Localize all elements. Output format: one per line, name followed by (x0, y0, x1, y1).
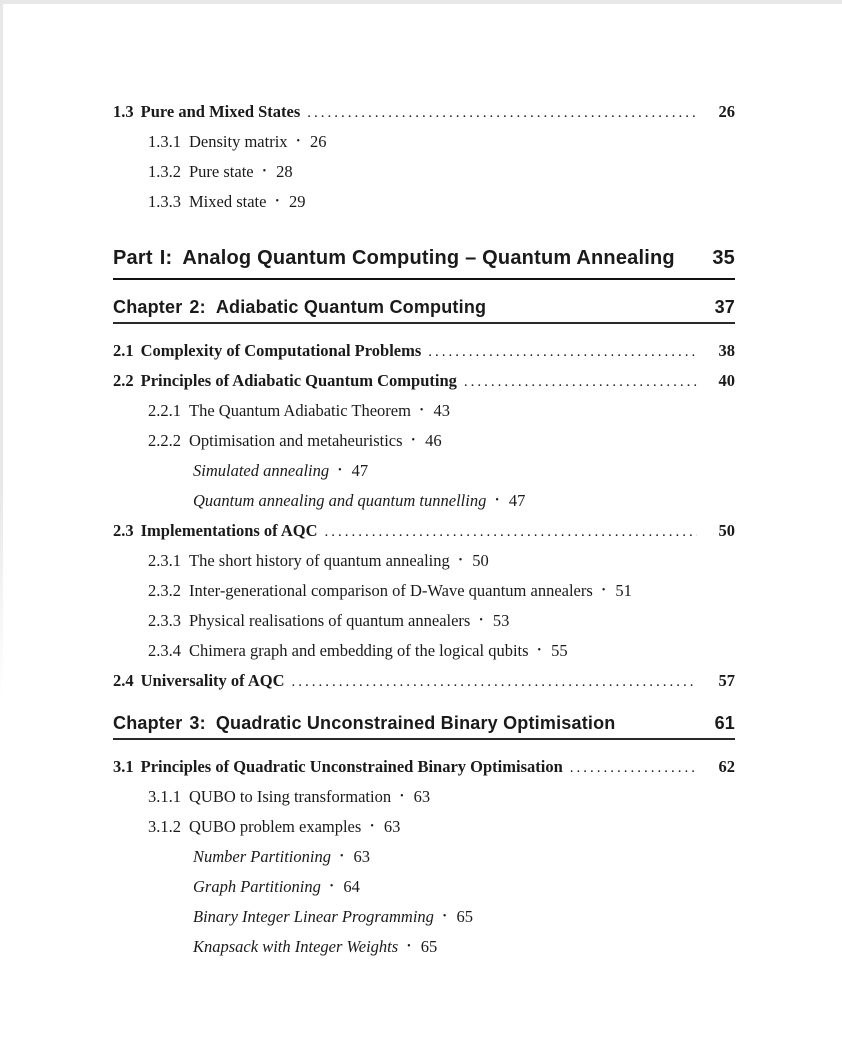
toc-entry-paragraph-knapsack-with-integer-weights[interactable] (113, 932, 735, 962)
subsection-title: Pure state (189, 162, 254, 181)
toc-entry-section-2-2[interactable] (113, 366, 735, 396)
paragraph-title: Number Partitioning (193, 847, 331, 866)
section-number: 3.1 (113, 757, 134, 776)
chapter-label: Chapter (113, 297, 183, 317)
page-number: 51 (615, 581, 632, 600)
subsection-title: Physical realisations of quantum annealers (189, 611, 471, 630)
toc-entry-paragraph-quantum-annealing[interactable] (113, 486, 735, 516)
dot-leader (307, 98, 697, 128)
page-number: 43 (433, 401, 450, 420)
bullet-separator (470, 606, 493, 639)
toc-entry-subsection-3-1-2[interactable] (113, 812, 735, 842)
chapter-3-heading[interactable] (113, 712, 735, 740)
toc-entry-paragraph-binary-integer-linear-programming[interactable] (113, 902, 735, 932)
subsection-title: QUBO to Ising transformation (189, 787, 392, 806)
toc-entry-section-2-1[interactable] (113, 336, 735, 366)
paragraph-title: Graph Partitioning (193, 877, 321, 896)
bullet-separator (361, 812, 384, 845)
subsection-number: 2.2.2 (148, 431, 181, 450)
page-number: 62 (718, 757, 735, 776)
subsection-title: Chimera graph and embedding of the logical qubits (189, 641, 529, 660)
toc-entry-subsection-2-3-2[interactable] (113, 576, 735, 606)
toc-entry-subsection-1-3-2[interactable] (113, 157, 735, 187)
section-title: Pure and Mixed States (140, 102, 301, 121)
bullet-separator (266, 187, 289, 220)
chapter-page-number: 61 (714, 713, 735, 733)
bullet-separator (331, 842, 354, 875)
toc-entry-subsection-2-3-1[interactable] (113, 546, 735, 576)
subsection-number: 2.3.1 (148, 551, 181, 570)
page-number: 28 (276, 162, 293, 181)
dot-leader (292, 667, 697, 697)
bullet-separator (593, 576, 616, 609)
section-title: Principles of Adiabatic Quantum Computing (140, 371, 457, 390)
page-number: 64 (343, 877, 360, 896)
toc-entry-section-2-4[interactable] (113, 666, 735, 696)
page-number: 63 (383, 817, 401, 836)
section-title: Universality of AQC (140, 671, 285, 690)
chapter-number: 2: (189, 297, 206, 317)
section-number: 2.2 (113, 371, 134, 390)
page-number: 63 (353, 847, 370, 866)
chapter-number: 3: (189, 713, 206, 733)
toc-entry-subsection-1-3-3[interactable] (113, 187, 735, 217)
subsection-title: Inter-generational comparison of D-Wave quantum annealers (189, 581, 593, 600)
subsection-number: 2.2.1 (148, 401, 181, 420)
toc-entry-paragraph-simulated-annealing[interactable] (113, 456, 735, 486)
toc-entry-subsection-2-3-4[interactable] (113, 636, 735, 666)
bullet-separator (329, 456, 352, 489)
part-label: Part (113, 247, 153, 269)
toc-entry-section-1-3[interactable] (113, 97, 735, 127)
subsection-number: 2.3.3 (148, 611, 181, 630)
page-left-edge (0, 0, 3, 700)
bullet-separator (391, 782, 414, 815)
page-number: 65 (420, 937, 438, 956)
bullet-separator (321, 872, 344, 905)
toc-entry-subsection-2-2-2[interactable] (113, 426, 735, 456)
page-number: 47 (508, 491, 526, 510)
toc-entry-subsection-2-2-1[interactable] (113, 396, 735, 426)
section-number: 2.3 (113, 521, 134, 540)
chapter-page-number: 37 (714, 297, 735, 317)
page-number: 53 (492, 611, 510, 630)
page-number: 38 (718, 341, 735, 360)
page-number: 40 (718, 371, 735, 390)
dot-leader (428, 337, 697, 367)
subsection-title: The short history of quantum annealing (189, 551, 450, 570)
paragraph-title: Binary Integer Linear Programming (193, 907, 434, 926)
toc-entry-paragraph-number-partitioning[interactable] (113, 842, 735, 872)
chapter-title: Adiabatic Quantum Computing (215, 297, 487, 317)
subsection-number: 3.1.1 (148, 787, 181, 806)
page-number: 47 (351, 461, 369, 480)
paragraph-title: Quantum annealing and quantum tunnelling (193, 491, 487, 510)
toc-entry-subsection-2-3-3[interactable] (113, 606, 735, 636)
bullet-separator (434, 902, 457, 935)
subsection-number: 1.3.2 (148, 162, 181, 181)
paragraph-title: Knapsack with Integer Weights (193, 937, 399, 956)
subsection-number: 3.1.2 (148, 817, 181, 836)
page-number: 55 (551, 641, 568, 660)
chapter-label: Chapter (113, 713, 183, 733)
toc-entry-section-2-3[interactable] (113, 516, 735, 546)
page-number: 63 (413, 787, 431, 806)
chapter-title: Quadratic Unconstrained Binary Optimisation (215, 713, 616, 733)
page-number: 57 (718, 671, 735, 690)
section-title: Principles of Quadratic Unconstrained Binary Optimisation (140, 757, 563, 776)
part-title: Analog Quantum Computing – Quantum Annealing (182, 247, 675, 269)
subsection-number: 2.3.4 (148, 641, 181, 660)
dot-leader (325, 517, 697, 547)
page-number: 50 (472, 551, 489, 570)
chapter-2-entries (113, 336, 735, 696)
chapter-3-entries (113, 752, 735, 962)
section-number: 2.1 (113, 341, 134, 360)
section-number: 2.4 (113, 671, 134, 690)
page-number: 46 (425, 431, 442, 450)
subsection-title: The Quantum Adiabatic Theorem (189, 401, 411, 420)
page-number: 29 (288, 192, 306, 211)
page-number: 26 (718, 102, 735, 121)
subsection-number: 2.3.2 (148, 581, 181, 600)
section-title: Implementations of AQC (140, 521, 318, 540)
page-number: 50 (718, 521, 735, 540)
bullet-separator (411, 396, 434, 429)
bullet-separator (403, 426, 426, 459)
subsection-number: 1.3.3 (148, 192, 181, 211)
part-page-number: 35 (712, 247, 735, 269)
subsection-title: Optimisation and metaheuristics (189, 431, 403, 450)
section-number: 1.3 (113, 102, 134, 121)
subsection-number: 1.3.1 (148, 132, 181, 151)
dot-leader (464, 367, 697, 397)
page-number: 26 (310, 132, 327, 151)
toc-entry-subsection-1-3-1[interactable] (113, 127, 735, 157)
part-number: I: (159, 247, 173, 269)
paragraph-title: Simulated annealing (193, 461, 330, 480)
subsection-title: Density matrix (189, 132, 288, 151)
dot-leader (570, 753, 697, 783)
chapter-2-heading[interactable] (113, 296, 735, 324)
table-of-contents (113, 0, 735, 962)
page-number: 65 (456, 907, 473, 926)
toc-entry-section-3-1[interactable] (113, 752, 735, 782)
toc-entry-paragraph-graph-partitioning[interactable] (113, 872, 735, 902)
subsection-title: QUBO problem examples (189, 817, 362, 836)
section-title: Complexity of Computational Problems (140, 341, 422, 360)
bullet-separator (398, 932, 421, 965)
part-heading[interactable] (113, 245, 735, 280)
bullet-separator (529, 636, 552, 669)
bullet-separator (288, 127, 311, 160)
subsection-title: Mixed state (189, 192, 267, 211)
bullet-separator (486, 486, 509, 519)
toc-entry-subsection-3-1-1[interactable] (113, 782, 735, 812)
bullet-separator (254, 157, 277, 190)
bullet-separator (450, 546, 473, 579)
